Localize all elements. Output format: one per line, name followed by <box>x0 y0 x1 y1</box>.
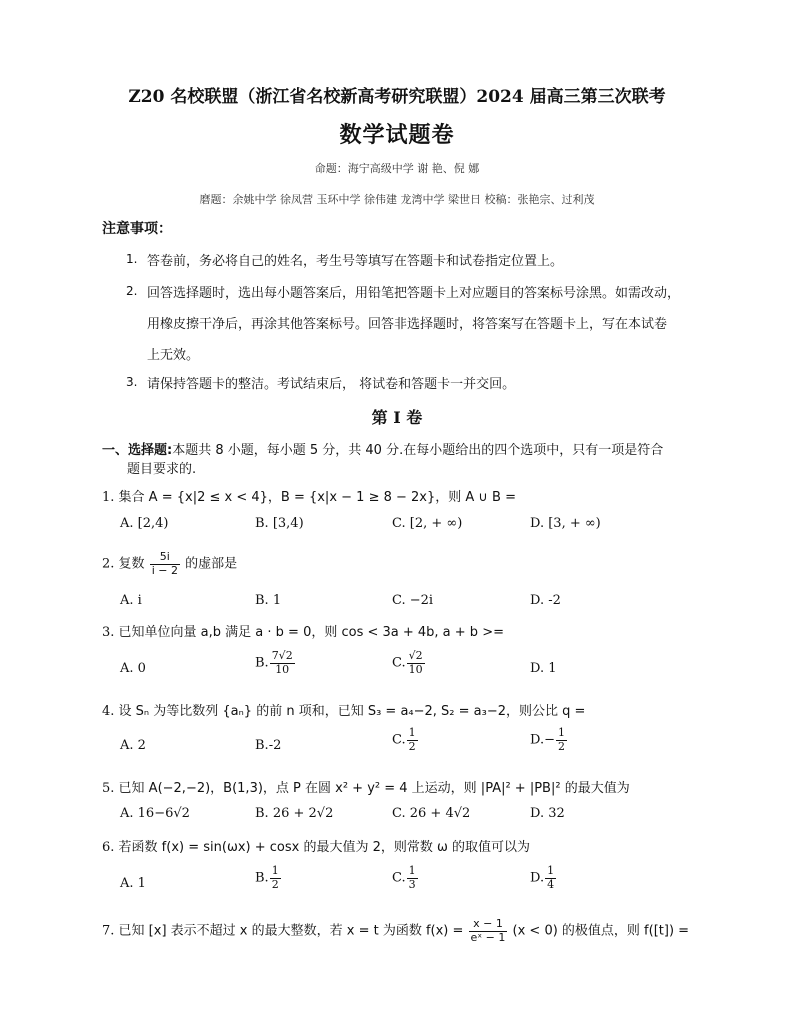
question-6-option-b-fraction <box>270 865 281 891</box>
question-2-stem-post: 的虚部是 <box>185 556 238 572</box>
section-1-line-1 <box>102 439 663 458</box>
section-1-label: 一、选择题: <box>102 443 173 458</box>
question-4-option-b <box>255 738 281 753</box>
question-7-stem-pre: 已知 [x] 表示不超过 x 的最大整数，若 x = t 为函数 f(x) = <box>118 923 464 939</box>
question-4 <box>102 700 585 719</box>
question-4-option-b-label: B. <box>255 738 269 753</box>
question-6-option-b-denominator: 2 <box>271 877 279 891</box>
question-6-number: 6. <box>102 840 115 855</box>
question-2-stem-pre: 复数 <box>118 556 145 572</box>
question-1-option-c: C. [2, + ∞) <box>392 516 463 531</box>
question-4-option-c-denominator: 2 <box>408 739 416 753</box>
question-6-option-c-numerator: 1 <box>408 864 416 877</box>
section-1-line-2: 题目要求的. <box>127 462 197 477</box>
question-7-number: 7. <box>102 923 115 939</box>
question-4-option-c <box>392 727 419 753</box>
question-6-stem: 若函数 f(x) = sin(ωx) + cosx 的最大值为 2，则常数 ω 的取值可以为 <box>118 840 531 855</box>
question-4-option-d-label: D.− <box>530 732 555 748</box>
question-2-fraction <box>150 551 180 577</box>
note-2-line-2: 用橡皮擦干净后，再涂其他答案标号。回答非选择题时，将答案写在答题卡上，写在本试卷 <box>147 317 668 332</box>
note-3-number: 3. <box>126 375 138 389</box>
question-3-stem: 已知单位向量 a,b 满足 a · b = 0，则 cos < 3a + 4b, a + b >= <box>118 625 504 640</box>
question-6-option-a-label: A. <box>120 876 134 891</box>
question-4-option-d-numerator: 1 <box>557 726 565 739</box>
note-1-number: 1. <box>126 252 138 266</box>
note-2-line-1: 回答选择题时，选出每小题答案后，用铅笔把答题卡上对应题目的答案标号涂黑。如需改动， <box>147 286 681 301</box>
question-7-fraction-denominator: eˣ − 1 <box>470 930 506 944</box>
question-4-option-c-label: C. <box>392 732 406 748</box>
question-4-option-d-denominator: 2 <box>557 739 565 753</box>
note-3-line: 请保持答题卡的整洁。考试结束后， 将试卷和答题卡一并交回。 <box>147 377 516 392</box>
question-3-option-b-label: B. <box>255 655 269 671</box>
question-6-option-b-numerator: 1 <box>271 864 279 877</box>
question-4-option-d <box>530 727 568 753</box>
question-4-option-a-label: A. <box>120 738 134 753</box>
exam-subject-title: 数学试题卷 <box>339 122 455 148</box>
question-3-option-b-fraction <box>270 650 295 676</box>
question-3-option-d-label: D. <box>530 661 545 676</box>
question-2-fraction-denominator: i − 2 <box>151 563 178 577</box>
question-6-option-b-label: B. <box>255 870 269 886</box>
question-4-option-b-value: -2 <box>268 738 282 753</box>
question-6-option-d-fraction <box>545 865 556 891</box>
question-1-stem: 集合 A = {x|2 ≤ x < 4}，B = {x|x − 1 ≥ 8 − 2x}，则 A ∪ B = <box>118 490 517 505</box>
question-5-option-d: D. 32 <box>530 806 565 821</box>
question-4-option-c-numerator: 1 <box>408 726 416 739</box>
question-2-option-c: C. −2i <box>392 593 434 608</box>
question-5-option-c: C. 26 + 4√2 <box>392 806 471 821</box>
question-3-option-c-fraction <box>407 650 425 676</box>
question-6 <box>102 836 530 855</box>
question-6-option-d <box>530 865 557 891</box>
question-2-option-d: D. -2 <box>530 593 561 608</box>
question-6-option-c-label: C. <box>392 870 406 886</box>
question-5 <box>102 777 630 796</box>
question-3-option-b-numerator: 7√2 <box>271 649 293 662</box>
question-4-option-d-fraction <box>556 727 567 753</box>
question-4-stem: 设 Sₙ 为等比数列 {aₙ} 的前 n 项和，已知 S₃ = a₄−2, S₂ = a₃−2，则公比 q = <box>118 704 586 719</box>
question-4-option-a-value: 2 <box>137 738 146 753</box>
author-line: 命题：海宁高级中学 谢 艳、倪 娜 <box>314 162 480 175</box>
question-1-option-a: A. [2,4) <box>120 516 169 531</box>
question-3-option-d-value: 1 <box>548 661 557 676</box>
question-2-number: 2. <box>102 556 115 572</box>
question-6-option-a-value: 1 <box>137 876 146 891</box>
question-6-option-b <box>255 865 282 891</box>
question-2-fraction-numerator: 5i <box>150 551 180 565</box>
question-2-option-a: A. i <box>120 593 142 608</box>
question-6-option-c-denominator: 3 <box>408 877 416 891</box>
note-1-line: 答卷前，务必将自己的姓名，考生号等填写在答题卡和试卷指定位置上。 <box>147 254 564 269</box>
question-6-option-d-numerator: 1 <box>547 864 555 877</box>
question-3-option-a-label: A. <box>120 661 134 676</box>
question-3-option-c-label: C. <box>392 655 406 671</box>
section-1-text: 本题共 8 小题，每小题 5 分，共 40 分.在每小题给出的四个选项中，只有一项是符合 <box>172 443 664 458</box>
note-2-number: 2. <box>126 284 138 298</box>
question-3-option-b-denominator: 10 <box>275 662 290 676</box>
question-6-option-c <box>392 865 419 891</box>
question-3-option-b <box>255 650 296 676</box>
question-5-stem: 已知 A(−2,−2)，B(1,3)，点 P 在圆 x² + y² = 4 上运动，则 |PA|² + |PB|² 的最大值为 <box>118 781 630 796</box>
question-3-option-c-numerator: √2 <box>408 649 423 662</box>
notes-title: 注意事项： <box>102 221 172 237</box>
question-7-fraction <box>469 918 508 944</box>
question-5-number: 5. <box>102 781 115 796</box>
question-2 <box>102 551 237 577</box>
question-3-option-c <box>392 650 426 676</box>
question-5-option-a: A. 16−6√2 <box>120 806 190 821</box>
question-7 <box>102 918 689 944</box>
question-1-option-b: B. [3,4) <box>255 516 304 531</box>
question-3-option-a-value: 0 <box>137 661 146 676</box>
question-3-option-d <box>530 661 557 676</box>
question-5-option-b: B. 26 + 2√2 <box>255 806 334 821</box>
question-6-option-d-denominator: 4 <box>547 877 555 891</box>
question-3-number: 3. <box>102 625 115 640</box>
question-4-option-c-fraction <box>407 727 418 753</box>
question-6-option-c-fraction <box>407 865 418 891</box>
question-4-option-a <box>120 738 146 753</box>
question-2-option-b: B. 1 <box>255 593 282 608</box>
note-2-line-3: 上无效。 <box>147 348 200 363</box>
volume-title: 第 I 卷 <box>371 408 423 427</box>
question-1 <box>102 486 516 505</box>
question-6-option-a <box>120 876 146 891</box>
question-1-option-d: D. [3, + ∞) <box>530 516 601 531</box>
review-line: 磨题：余姚中学 徐凤营 玉环中学 徐伟建 龙湾中学 梁世日 校稿：张艳宗、过利茂 <box>199 193 595 206</box>
question-1-number: 1. <box>102 490 115 505</box>
question-6-option-d-label: D. <box>530 870 545 886</box>
question-7-fraction-numerator: x − 1 <box>469 918 508 932</box>
question-3 <box>102 621 504 640</box>
question-3-option-c-denominator: 10 <box>408 662 423 676</box>
question-7-stem-post: (x < 0) 的极值点，则 f([t]) = <box>512 923 690 939</box>
question-4-number: 4. <box>102 704 115 719</box>
exam-title: Z20 名校联盟（浙江省名校新高考研究联盟）2024 届高三第三次联考 <box>128 87 666 107</box>
question-3-option-a <box>120 661 146 676</box>
